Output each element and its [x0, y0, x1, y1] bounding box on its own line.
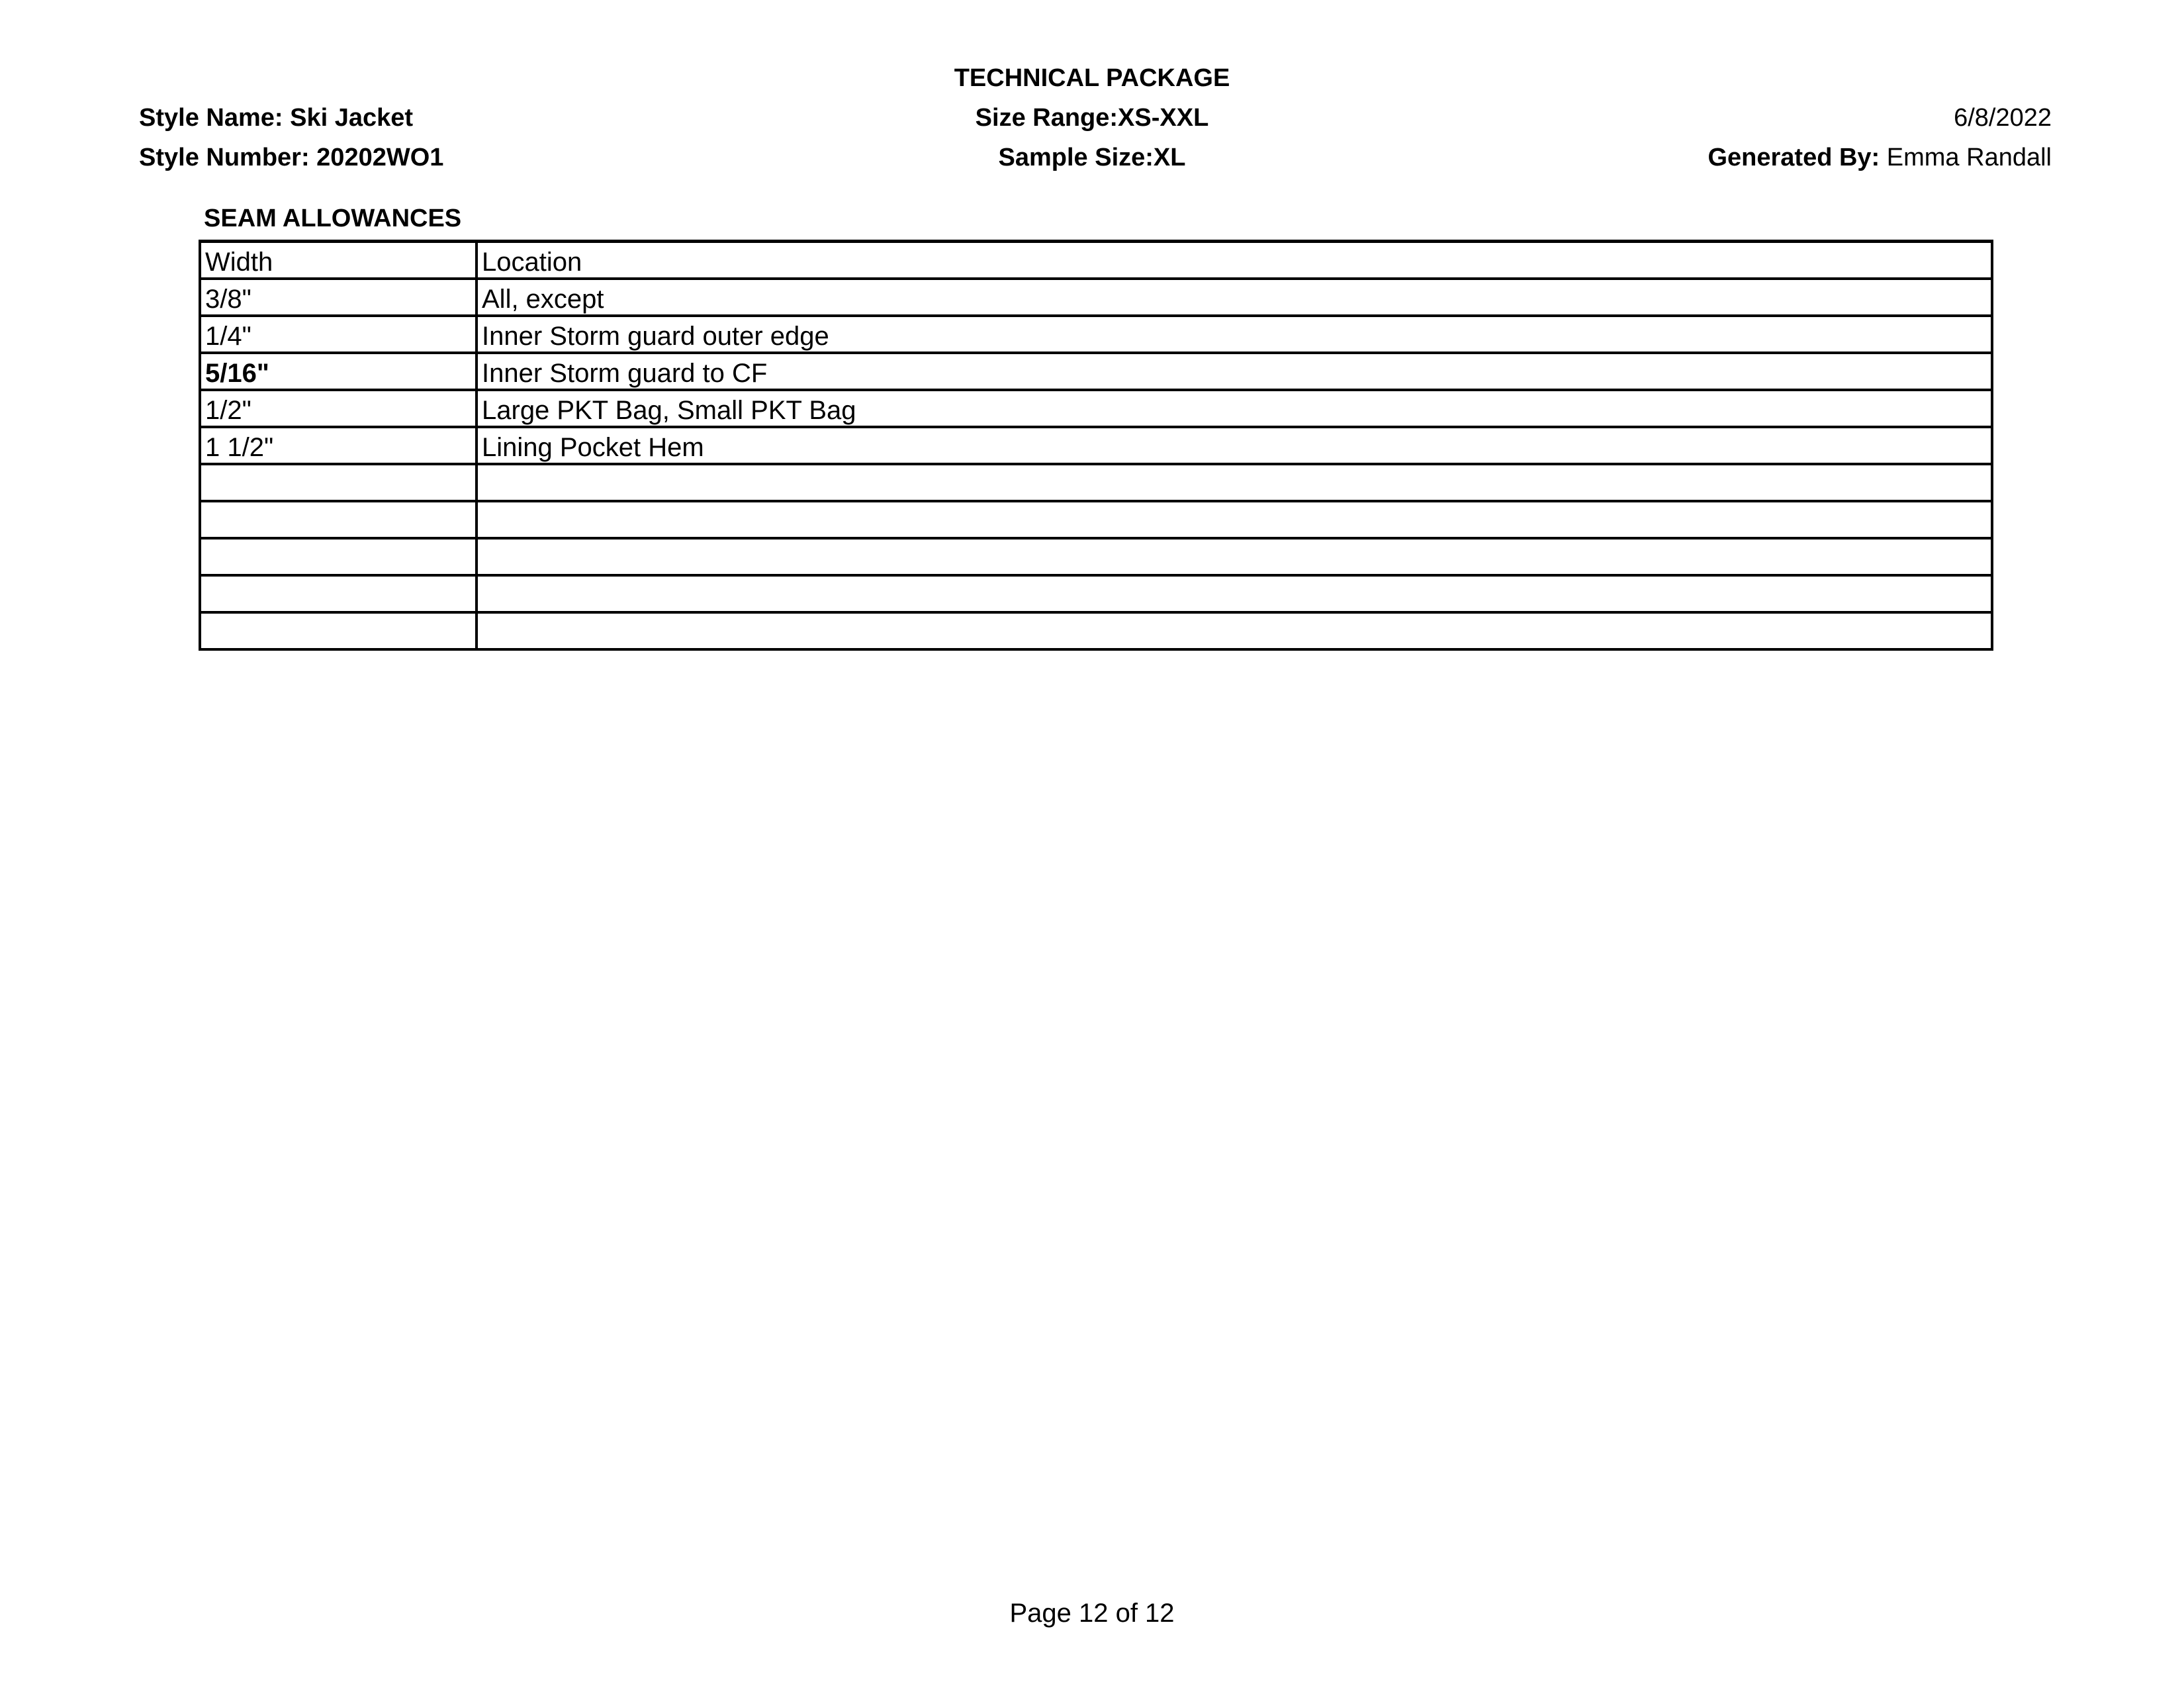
- generated-by: [1707, 142, 2052, 173]
- table-row-empty: [200, 612, 1992, 649]
- table-header-row: [200, 242, 1992, 279]
- location-cell: [477, 612, 1992, 649]
- table-row: [200, 390, 1992, 427]
- location-cell: [477, 538, 1992, 575]
- style-number: Style Number: 20202WO1: [139, 144, 444, 171]
- table-row: [200, 427, 1992, 464]
- location-cell: Inner Storm guard outer edge: [477, 316, 1992, 353]
- document-date: 6/8/2022: [1954, 104, 2052, 132]
- location-cell: Lining Pocket Hem: [477, 427, 1992, 464]
- style-name: Style Name: Ski Jacket: [139, 104, 414, 132]
- column-header-width: Width: [200, 242, 477, 279]
- location-cell: All, except: [477, 279, 1992, 316]
- sample-size: Sample Size:XL: [998, 144, 1186, 171]
- width-cell: [200, 538, 477, 575]
- location-cell: Inner Storm guard to CF: [477, 353, 1992, 390]
- width-cell: [200, 464, 477, 501]
- seam-allowances-table: [199, 240, 1993, 651]
- document-title: TECHNICAL PACKAGE: [954, 64, 1230, 92]
- width-cell: 1 1/2": [200, 427, 477, 464]
- column-header-location: Location: [477, 242, 1992, 279]
- location-cell: Large PKT Bag, Small PKT Bag: [477, 390, 1992, 427]
- table-row-empty: [200, 464, 1992, 501]
- section-title: SEAM ALLOWANCES: [204, 205, 462, 232]
- width-cell: 5/16": [200, 353, 477, 390]
- width-cell: 3/8": [200, 279, 477, 316]
- table-row-empty: [200, 501, 1992, 538]
- page-number: Page 12 of 12: [1009, 1599, 1175, 1628]
- table-row: [200, 353, 1992, 390]
- location-cell: [477, 575, 1992, 612]
- width-cell: [200, 501, 477, 538]
- width-cell: 1/4": [200, 316, 477, 353]
- table-row-empty: [200, 538, 1992, 575]
- width-cell: 1/2": [200, 390, 477, 427]
- location-cell: [477, 464, 1992, 501]
- table-row: [200, 279, 1992, 316]
- width-cell: [200, 575, 477, 612]
- width-cell: [200, 612, 477, 649]
- generated-by-value: Emma Randall: [1886, 144, 2052, 171]
- table-row-empty: [200, 575, 1992, 612]
- generated-by-label: Generated By:: [1707, 144, 1880, 171]
- location-cell: [477, 501, 1992, 538]
- table-row: [200, 316, 1992, 353]
- size-range: Size Range:XS-XXL: [975, 104, 1209, 132]
